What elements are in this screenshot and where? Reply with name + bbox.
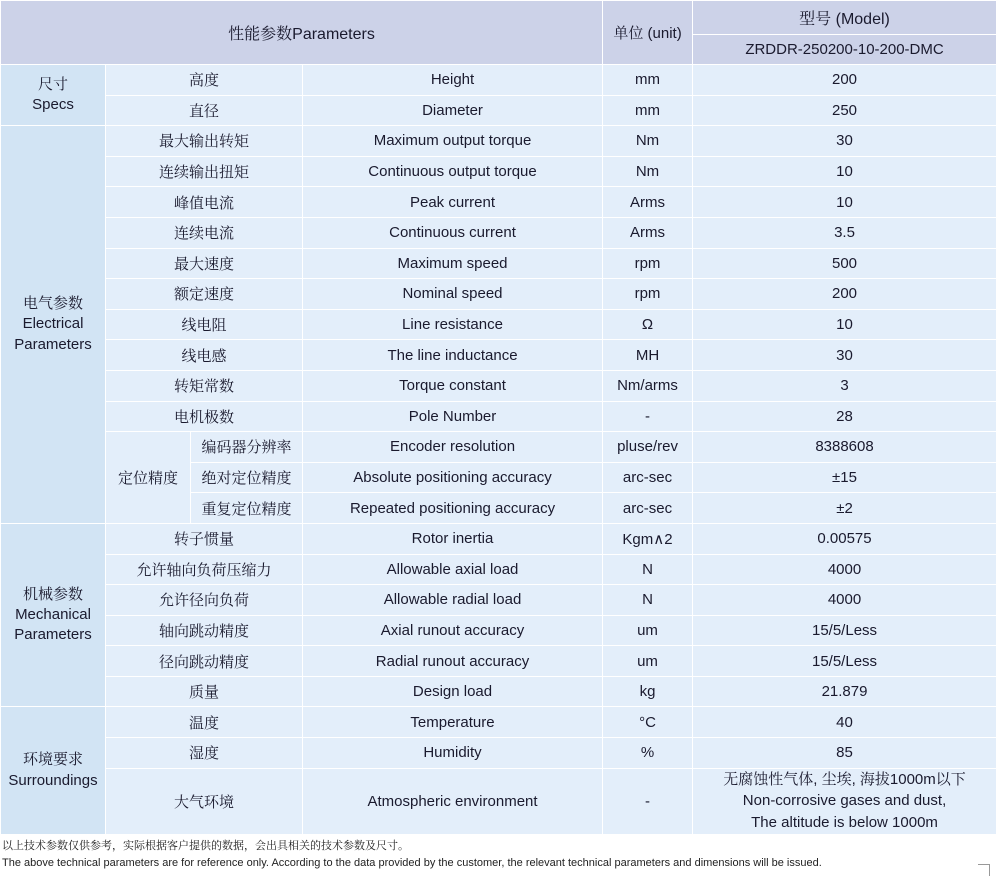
row-unit: rpm [603, 279, 693, 310]
row-value: 200 [693, 279, 997, 310]
row-label-cn: 转子惯量 [106, 523, 303, 554]
row-label-en: Diameter [303, 95, 603, 126]
subgroup-accuracy: 定位精度 [106, 432, 191, 524]
row-unit: Ω [603, 309, 693, 340]
row-label-cn: 转矩常数 [106, 370, 303, 401]
row-label-cn: 湿度 [106, 738, 303, 769]
row-label-cn: 直径 [106, 95, 303, 126]
row-label-en: Maximum speed [303, 248, 603, 279]
row-value: 4000 [693, 585, 997, 616]
row-unit: Nm [603, 126, 693, 157]
header-model-value: ZRDDR-250200-10-200-DMC [693, 35, 997, 65]
row-label-en: Encoder resolution [303, 432, 603, 463]
row-label-cn: 连续输出扭矩 [106, 156, 303, 187]
row-label-en: Allowable axial load [303, 554, 603, 585]
group-specs-en: Specs [32, 96, 74, 114]
row-unit: arc-sec [603, 462, 693, 493]
group-mechanical-cn: 机械参数 [22, 585, 83, 603]
table-row [1, 738, 997, 769]
row-label-en: Atmospheric environment [303, 768, 603, 834]
row-unit: % [603, 738, 693, 769]
row-label-cn: 线电感 [106, 340, 303, 371]
row-label-cn: 允许径向负荷 [106, 585, 303, 616]
row-unit: arc-sec [603, 493, 693, 524]
row-unit: mm [603, 65, 693, 96]
row-label-cn: 峰值电流 [106, 187, 303, 218]
group-surroundings-en: Surroundings [8, 771, 98, 789]
table-row [1, 340, 997, 371]
row-label-en: Pole Number [303, 401, 603, 432]
group-mechanical [1, 523, 106, 707]
row-unit: Arms [603, 217, 693, 248]
table-row [1, 676, 997, 707]
group-electrical-cn: 电气参数 [22, 295, 83, 313]
row-label-cn: 质量 [106, 676, 303, 707]
table-row [1, 370, 997, 401]
group-surroundings-cn: 环境要求 [22, 751, 83, 769]
table-row [1, 248, 997, 279]
row-unit: Nm [603, 156, 693, 187]
row-label-en: Nominal speed [303, 279, 603, 310]
group-electrical-en1: Electrical [22, 315, 84, 333]
row-label-cn: 允许轴向负荷压缩力 [106, 554, 303, 585]
row-label-en: The line inductance [303, 340, 603, 371]
header-unit: 单位 (unit) [603, 1, 693, 65]
row-label-cn: 电机极数 [106, 401, 303, 432]
row-value: 30 [693, 340, 997, 371]
row-unit: um [603, 646, 693, 677]
row-value: 200 [693, 65, 997, 96]
table-row [1, 126, 997, 157]
row-unit: Kgm∧2 [603, 523, 693, 554]
row-label-en: Axial runout accuracy [303, 615, 603, 646]
row-unit: MH [603, 340, 693, 371]
row-value: 3 [693, 370, 997, 401]
row-label-en: Height [303, 65, 603, 96]
row-label-en: Design load [303, 676, 603, 707]
row-label-en: Allowable radial load [303, 585, 603, 616]
row-label-en: Line resistance [303, 309, 603, 340]
footnote-line-en: The above technical parameters are for reference only. According to the data provided by the customer, the relevant technical parameters and dimensions will be issued. [2, 856, 822, 869]
table-row [1, 523, 997, 554]
row-label-cn: 高度 [106, 65, 303, 96]
table-row [1, 279, 997, 310]
row-unit: um [603, 615, 693, 646]
table-row [1, 615, 997, 646]
group-surroundings [1, 707, 106, 834]
row-unit: N [603, 585, 693, 616]
row-unit: °C [603, 707, 693, 738]
row-label-cn: 额定速度 [106, 279, 303, 310]
group-electrical-en2: Parameters [14, 335, 92, 353]
row-value: 15/5/Less [693, 615, 997, 646]
row-value: 0.00575 [693, 523, 997, 554]
row-label-en: Continuous current [303, 217, 603, 248]
row-value: 10 [693, 156, 997, 187]
row-value: 8388608 [693, 432, 997, 463]
row-unit: N [603, 554, 693, 585]
row-label-en: Rotor inertia [303, 523, 603, 554]
row-unit: - [603, 768, 693, 834]
table-row [1, 187, 997, 218]
row-label-cn: 大气环境 [106, 768, 303, 834]
row-value: 10 [693, 309, 997, 340]
row-label-cn: 最大输出转矩 [106, 126, 303, 157]
row-label-cn: 最大速度 [106, 248, 303, 279]
row-value: 3.5 [693, 217, 997, 248]
corner-mark-icon [978, 864, 990, 876]
row-label-en: Temperature [303, 707, 603, 738]
row-label-en: Peak current [303, 187, 603, 218]
footnote [0, 835, 1000, 872]
table-row [1, 217, 997, 248]
row-label-cn: 编码器分辨率 [191, 432, 303, 463]
table-row [1, 156, 997, 187]
table-row [1, 707, 997, 738]
row-value: 40 [693, 707, 997, 738]
row-value: ±2 [693, 493, 997, 524]
table-row [1, 768, 997, 834]
row-value: 85 [693, 738, 997, 769]
row-value: 4000 [693, 554, 997, 585]
group-specs [1, 65, 106, 126]
row-label-en: Continuous output torque [303, 156, 603, 187]
row-label-en: Repeated positioning accuracy [303, 493, 603, 524]
row-unit: Nm/arms [603, 370, 693, 401]
row-value: 15/5/Less [693, 646, 997, 677]
row-label-cn: 重复定位精度 [191, 493, 303, 524]
table-row [1, 65, 997, 96]
group-electrical [1, 126, 106, 524]
row-value: 21.879 [693, 676, 997, 707]
table-row [1, 554, 997, 585]
footnote-line-cn: 以上技术参数仅供参考，实际根据客户提供的数据，会出具相关的技术参数及尺寸。 [2, 839, 409, 852]
table-row [1, 401, 997, 432]
row-value: 500 [693, 248, 997, 279]
row-label-en: Radial runout accuracy [303, 646, 603, 677]
group-mechanical-en2: Parameters [14, 626, 92, 644]
row-value: 无腐蚀性气体, 尘埃, 海拔1000m以下 Non-corrosive gases and dust, The altitude is below 1000m [693, 768, 997, 834]
row-label-en: Torque constant [303, 370, 603, 401]
row-unit: kg [603, 676, 693, 707]
table-row [1, 432, 997, 463]
row-value: 28 [693, 401, 997, 432]
row-label-en: Absolute positioning accuracy [303, 462, 603, 493]
row-unit: pluse/rev [603, 432, 693, 463]
table-row [1, 585, 997, 616]
row-value: 10 [693, 187, 997, 218]
row-label-cn: 轴向跳动精度 [106, 615, 303, 646]
row-label-cn: 绝对定位精度 [191, 462, 303, 493]
row-unit: mm [603, 95, 693, 126]
group-specs-cn: 尺寸 [37, 75, 68, 93]
row-label-cn: 连续电流 [106, 217, 303, 248]
row-value: 250 [693, 95, 997, 126]
table-row [1, 646, 997, 677]
row-label-en: Humidity [303, 738, 603, 769]
table-header-row [1, 1, 997, 35]
group-mechanical-en1: Mechanical [15, 606, 91, 624]
row-label-en: Maximum output torque [303, 126, 603, 157]
row-value: 30 [693, 126, 997, 157]
row-unit: - [603, 401, 693, 432]
table-row [1, 95, 997, 126]
header-model: 型号 (Model) [693, 1, 997, 35]
row-unit: Arms [603, 187, 693, 218]
row-value: ±15 [693, 462, 997, 493]
header-parameters: 性能参数Parameters [1, 1, 603, 65]
row-label-cn: 径向跳动精度 [106, 646, 303, 677]
table-row [1, 309, 997, 340]
row-label-cn: 线电阻 [106, 309, 303, 340]
row-label-cn: 温度 [106, 707, 303, 738]
row-unit: rpm [603, 248, 693, 279]
